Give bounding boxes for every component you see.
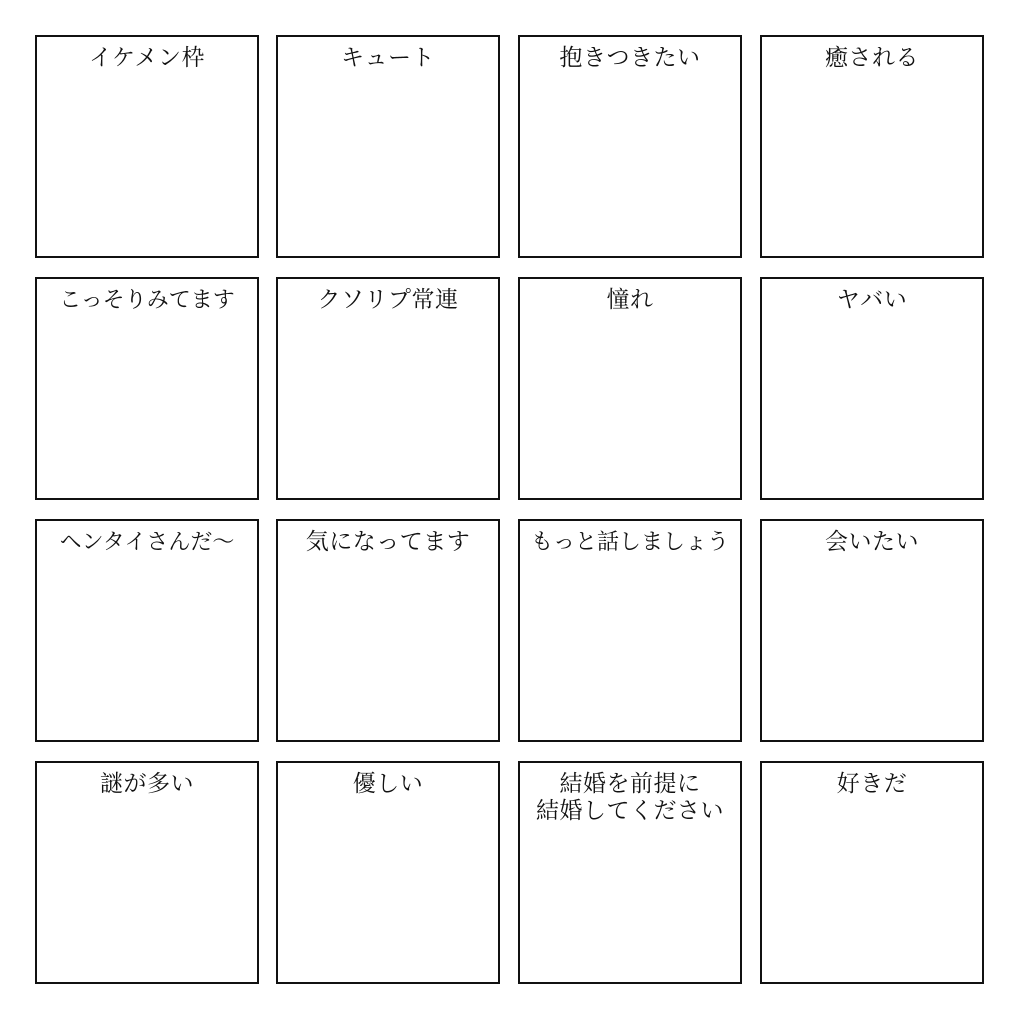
cell-label: 優しい (352, 771, 424, 797)
grid-cell (276, 519, 500, 742)
cell-label: 憧れ (606, 287, 654, 313)
grid-cell (518, 277, 742, 500)
cell-label: クソリプ常連 (317, 287, 459, 313)
cell-label: 抱きつきたい (559, 45, 701, 71)
cell-label: こっそりみてます (59, 288, 235, 313)
grid-cell (760, 519, 984, 742)
grid-cell (276, 35, 500, 258)
cell-label: もっと話しましょう (530, 530, 729, 555)
grid-cell (35, 35, 259, 258)
cell-label: キュート (341, 45, 435, 71)
grid-cell (276, 761, 500, 984)
grid-cell (518, 761, 742, 984)
cell-label: 会いたい (825, 529, 919, 555)
grid-cell (518, 519, 742, 742)
cell-label: 癒される (825, 45, 919, 71)
cell-label: 気になってます (305, 529, 471, 555)
grid-cell (35, 519, 259, 742)
grid-cell (518, 35, 742, 258)
grid-cell (760, 277, 984, 500)
cell-label: ヤバい (836, 287, 908, 313)
cell-label: 好きだ (836, 771, 908, 797)
grid-cell (760, 761, 984, 984)
cell-label: 謎が多い (100, 771, 194, 797)
cell-label: イケメン枠 (88, 45, 206, 71)
grid-cell (35, 277, 259, 500)
cell-label: ヘンタイさんだ～ (59, 530, 235, 555)
grid-cell (276, 277, 500, 500)
grid-cell (760, 35, 984, 258)
cell-label: 結婚を前提に 結婚してください (536, 771, 724, 824)
grid-cell (35, 761, 259, 984)
